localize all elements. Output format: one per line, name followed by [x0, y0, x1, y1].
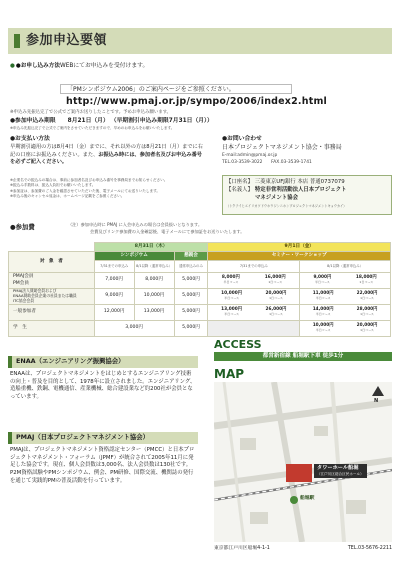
deadline-date: 8月21日（月） — [67, 118, 109, 124]
venue-phone: TEL.03-5676-2211 — [347, 546, 392, 551]
deadline-heading: ●参加申込み期限 — [10, 118, 56, 124]
venue-subtitle: （江戸川区総合区民ホール） — [317, 472, 364, 477]
bank-holder-row — [226, 187, 392, 194]
fee-row — [9, 321, 391, 337]
fee-seminar-header: セミナー・ワークショップ — [208, 252, 391, 261]
fee-cell: 5,000円 — [174, 305, 208, 321]
fee-date-1: 8月31日（木） — [94, 243, 208, 252]
fee-cell-pair: 9,000円 半日コース 18,000円 1日コース — [300, 273, 391, 289]
deadline-row — [10, 118, 213, 126]
payment-note: ※申込み後のキャンセル返金は、ホームページ記載をご参照ください。 — [10, 194, 125, 199]
fee-cell: 10,000円 — [134, 289, 174, 305]
payment-note: ※企業名での振込みの場合は、事前に参加者名及びお申込み番号を事務局までお知らせください。 — [10, 178, 168, 182]
fee-sub-reception: 通常申込みのみ — [174, 261, 208, 273]
fee-row-label: 一般参加者 — [9, 305, 95, 321]
access-title: ACCESS — [214, 338, 262, 351]
contact-email[interactable]: E-mail:admin@pmaj.or.jp — [222, 153, 278, 158]
fee-cell: 9,000円 — [94, 289, 134, 305]
fee-cell-pair: 11,000円 半日コース 22,000円 1日コース — [300, 289, 391, 305]
fee-row — [9, 305, 391, 321]
fee-cell: 12,000円 — [94, 305, 134, 321]
fee-event-row — [9, 252, 391, 261]
payment-note: ※振込み手数料は、振込人負担でお願いいたします。 — [10, 183, 96, 188]
fee-cell-pair: 10,000円 半日コース 20,000円 1日コース — [300, 321, 391, 337]
payment-note: ※参加証は、参加費のご入金を確認させていただいた後、電子メールにてお送りいたします。 — [10, 188, 160, 193]
apply-method-text: WEBにてお申込みを受付けます。 — [60, 63, 149, 69]
fee-date-2: 9月1日（金） — [208, 243, 391, 252]
fee-sub-early-seminar: 7/31までの申込み — [208, 261, 300, 273]
venue-name: タワーホール船堀 — [317, 465, 359, 471]
bank-account-box — [222, 175, 392, 215]
payment-heading: ●お支払い方法 — [10, 136, 50, 142]
fee-heading: ●参加費 — [10, 223, 35, 231]
fee-sub-normal-seminar: 8/1以降（通常申込み） — [300, 261, 391, 273]
deadline-note: ※申込み先振込完了で公式でご案内をさせていただきますので、早めのお申込みをお願いいたします。 — [10, 126, 175, 130]
contact-phone: TEL.03-3539-3022 FAX.03-3539-1741 — [222, 160, 312, 165]
fee-cell: 5,000円 — [174, 273, 208, 289]
fee-sub-early: 7/31までの申込み — [94, 261, 134, 273]
bank-holder-name: 特定非営利活動法人日本プロジェクト — [254, 187, 347, 193]
apply-note: ※申込み先振込完了で公式でご案内お送りしたことです。予めお申込み願います。 — [10, 110, 172, 115]
fee-row-label: PMAJ会員 PM会員 — [9, 273, 95, 289]
page-title: 参加申込要領 — [26, 33, 108, 48]
station-label: 船堀駅 — [300, 496, 315, 501]
map-title: MAP — [214, 367, 245, 381]
fee-cell-pair: 13,000円 半日コース 26,000円 1日コース — [208, 305, 300, 321]
payment-text-1: 早期割引適用の方は8月4日（金）までに、それ以外の方は8月21日（月）までに右記の口座にお振込みください。また、 — [10, 144, 203, 158]
fee-cell: 13,000円 — [134, 305, 174, 321]
fee-row-label: PMAJ法人賛助会員および ENAA賛助会員企業の社員または職員 ITC協会会員 — [9, 289, 95, 305]
fee-table — [8, 242, 391, 337]
pmaj-description: PMAJは、プロジェクトマネジメント資格認定センター（PMCC）と日本プロジェクトマネジメント・フォーラム（JPMF）が統合されて2005年11月に発足した協会です。現在、個人会員数は3,000名、法人会員数は130社です。P2M資格試験やPMシンポジウム、例会、PM研修、国際交流、機関誌の発行を通じて実践的PMの普及活動を行っています。 — [10, 447, 195, 484]
deadline-early: （早期割引申込み期限7月31日（月）） — [110, 118, 213, 124]
north-arrow-icon: N — [374, 398, 379, 404]
contact-heading: ●お問い合わせ — [222, 136, 262, 142]
fee-cell: 3,000円 — [94, 321, 174, 337]
fee-row — [9, 289, 391, 305]
url-box-text: 「PMシンポジウム2006」のご案内ページをご参照ください。 — [67, 86, 235, 93]
venue-label — [314, 464, 367, 478]
payment-text-2: お振込み時には、参加者名及びお申込み番号を必ずご記入ください。 — [10, 151, 202, 166]
title-accent-mark — [14, 34, 20, 48]
access-route-bar — [214, 352, 392, 361]
fee-row-label: 学 生 — [9, 321, 95, 337]
fee-target-header: 対 象 者 — [9, 252, 95, 273]
bank-holder-name-2: マネジメント協会 — [255, 195, 298, 201]
fee-cell-pair: 14,000円 半日コース 28,000円 1日コース — [300, 305, 391, 321]
bank-holder-kana: （トクテイヒエイリカツドウホウジンニホンプロジェクトマネジメントキョウカイ） — [226, 204, 347, 208]
bank-account-value: 三菱東京UFJ銀行 本店 普通0737079 — [254, 179, 345, 185]
fee-reception-header: 懇親会 — [174, 252, 208, 261]
contact-org: 日本プロジェクトマネジメント協会・事務局 — [222, 144, 342, 151]
fee-date-row — [9, 243, 391, 252]
symposium-url-link[interactable]: http://www.pmaj.or.jp/sympo/2006/index2.html — [66, 96, 328, 107]
bank-account-label: 【口座名】 — [226, 179, 253, 185]
fee-cell-empty — [208, 321, 300, 337]
venue-marker — [286, 464, 312, 482]
fee-note-1: （注）参加申込時に PMAJ に入会申込みの場合は会員扱いとなります。 — [68, 222, 203, 227]
fee-cell: 7,000円 — [94, 273, 134, 289]
station-marker — [290, 496, 298, 504]
venue-address-row — [214, 546, 392, 552]
bank-account-row — [226, 179, 345, 186]
enaa-description: ENAAは、プロジェクトマネジメントをはじめとするエンジニアリング技術の向上・普及を目的として、1978年に設立されました。エンジニアリング、造船重機、鉄鋼、電機通信、産業機械、総合建設業など約200社が会員となっています。 — [10, 371, 196, 401]
fee-cell-pair: 8,000円 半日コース 16,000円 1日コース — [208, 273, 300, 289]
payment-body — [10, 144, 206, 167]
pmaj-heading: PMAJ（日本プロジェクトマネジメント協会） — [16, 433, 150, 441]
fee-cell: 5,000円 — [174, 289, 208, 305]
venue-address: 東京都江戸川区船堀4-1-1 — [214, 546, 270, 551]
access-route-text: 都営新宿線 船堀駅下車 徒歩1分 — [262, 352, 344, 359]
fee-cell: 5,000円 — [174, 321, 208, 337]
fee-note-2: 会費及びリンク参加費の入金確認後、電子メールにて参加証をお送りいたします。 — [90, 229, 245, 234]
payment-notes — [10, 178, 206, 200]
fee-sub-normal: 8/1以降（通常申込み） — [134, 261, 174, 273]
bank-holder-label: 【名義人】 — [226, 187, 253, 193]
page-title-bar — [8, 28, 392, 54]
fee-cell-pair: 10,000円 半日コース 20,000円 1日コース — [208, 289, 300, 305]
apply-method-heading: ● ●お申し込み方法 — [10, 63, 60, 71]
fee-cell: 8,000円 — [134, 273, 174, 289]
fee-row — [9, 273, 391, 289]
fee-symposium-header: シンポジウム — [94, 252, 174, 261]
map-graphic — [214, 382, 392, 542]
url-info-box — [60, 84, 292, 94]
access-map[interactable] — [214, 382, 392, 542]
pmaj-heading-bar — [8, 432, 198, 444]
enaa-heading-bar — [8, 356, 198, 368]
enaa-heading: ENAA（エンジニアリング振興協会） — [16, 357, 125, 365]
